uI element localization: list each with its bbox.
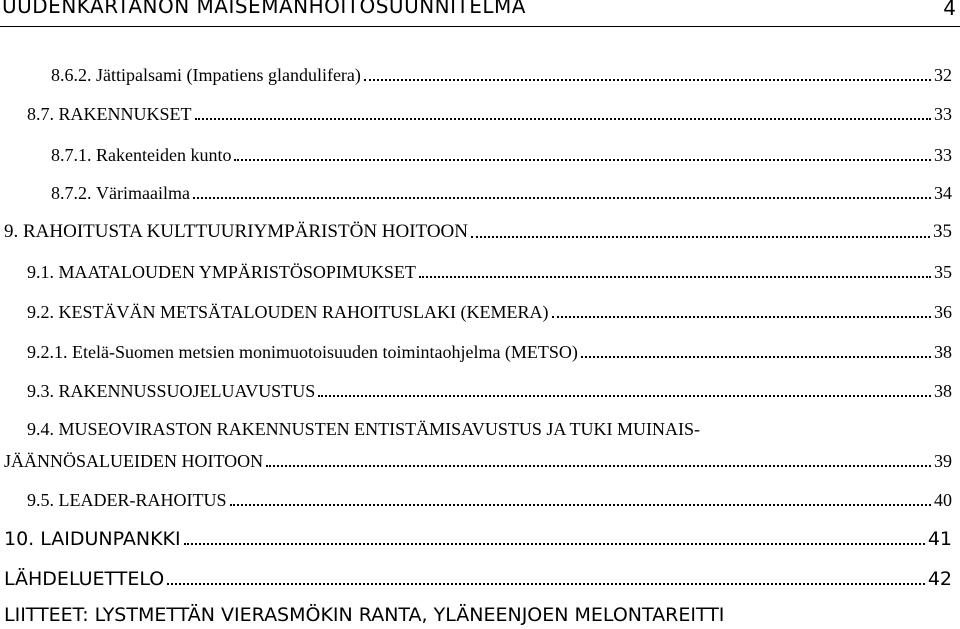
dot-leader (471, 236, 930, 238)
dot-leader (581, 356, 931, 358)
toc-entry[interactable] (51, 180, 952, 204)
toc-entry[interactable] (4, 219, 952, 243)
dot-leader (195, 118, 932, 120)
dot-leader (419, 276, 931, 278)
toc-entry-title: RAKENNUKSET (58, 104, 192, 124)
toc-entry-title: MUSEOVIRASTON RAKENNUSTEN ENTISTÄMISAVUSTUS JA TUKI MUINAIS- (58, 419, 701, 439)
toc-entry-title: RAHOITUSTA KULTTUURIYMPÄRISTÖN HOITOON (23, 221, 468, 242)
dot-leader (234, 159, 931, 161)
toc-entry-page: 42 (927, 568, 952, 590)
toc-entry[interactable] (27, 101, 952, 125)
document-title: UUDENKARTANON MAISEMANHOITOSUUNNITELMA (2, 0, 526, 18)
toc-entry-page: 35 (934, 262, 952, 282)
toc-entry[interactable] (4, 566, 952, 590)
toc-entry-number: 9.2.1. (27, 342, 68, 362)
toc-entry[interactable] (27, 299, 952, 323)
toc-entry-title: LAIDUNPANKKI (40, 528, 181, 550)
toc-entry-title: Etelä-Suomen metsien monimuotoisuuden toimintaohjelma (METSO) (72, 342, 578, 362)
toc-entry-number: 8.7. (27, 104, 54, 124)
toc-entry-number: 8.7.1. (51, 145, 92, 165)
dot-leader (552, 316, 931, 318)
toc-entry-number: 9. (4, 221, 19, 242)
toc-entry[interactable] (27, 339, 952, 363)
toc-entry-title: LEADER-RAHOITUS (58, 490, 227, 510)
toc-entry-title: Värimaailma (96, 183, 190, 203)
toc-entry[interactable] (4, 604, 724, 628)
page-header (0, 0, 960, 27)
toc-entry-page: 35 (933, 221, 952, 242)
toc-entry-page: 38 (934, 342, 952, 362)
toc-entry-title: Rakenteiden kunto (96, 145, 232, 165)
toc-entry-page: 38 (934, 381, 952, 401)
dot-leader (167, 583, 925, 585)
dot-leader (230, 504, 932, 506)
toc-entry[interactable] (51, 142, 952, 166)
toc-entry-page: 32 (934, 65, 952, 85)
toc-entry-page: 39 (934, 451, 952, 471)
toc-entry-page: 33 (934, 104, 952, 124)
toc-entry[interactable] (27, 487, 952, 511)
toc-entry-number: 9.3. (27, 381, 54, 401)
toc-entry-number: 10. (4, 528, 35, 550)
dot-leader (364, 79, 931, 81)
dot-leader (193, 197, 931, 199)
toc-entry[interactable] (27, 259, 952, 283)
toc-entry[interactable] (4, 448, 952, 472)
toc-entry[interactable] (4, 526, 952, 550)
toc-entry-title: RAKENNUSSUOJELUAVUSTUS (58, 381, 316, 401)
toc-entry[interactable] (51, 62, 952, 86)
toc-entry-title: KESTÄVÄN METSÄTALOUDEN RAHOITUSLAKI (KEMERA) (58, 302, 549, 322)
toc-entry-page: 40 (934, 490, 952, 510)
toc-entry-first-line[interactable] (27, 419, 700, 443)
toc-entry-title-cont: JÄÄNNÖSALUEIDEN HOITOON (4, 451, 264, 471)
toc-entry-page: 34 (934, 183, 952, 203)
toc-entry-number: 8.7.2. (51, 183, 92, 203)
toc-entry-title: Jättipalsami (Impatiens glandulifera) (96, 65, 361, 85)
toc-entry-page: 33 (934, 145, 952, 165)
toc-entry-number: 9.4. (27, 419, 54, 439)
toc-entry-page: 41 (927, 528, 952, 550)
page-number: 4 (943, 0, 956, 20)
toc-entry-number: 9.5. (27, 490, 54, 510)
toc-entry-number: 9.2. (27, 302, 54, 322)
dot-leader (318, 395, 931, 397)
toc-entry-title: MAATALOUDEN YMPÄRISTÖSOPIMUKSET (58, 262, 416, 282)
toc-entry[interactable] (27, 378, 952, 402)
toc-entry-number: 8.6.2. (51, 65, 92, 85)
toc-entry-page: 36 (934, 302, 952, 322)
dot-leader (184, 543, 925, 545)
dot-leader (266, 465, 931, 467)
toc-entry-title: LÄHDELUETTELO (4, 568, 165, 590)
toc-entry-title: LIITTEET: LYSTMETTÄN VIERASMÖKIN RANTA, YLÄNEENJOEN MELONTAREITTI (4, 604, 725, 626)
toc-entry-number: 9.1. (27, 262, 54, 282)
